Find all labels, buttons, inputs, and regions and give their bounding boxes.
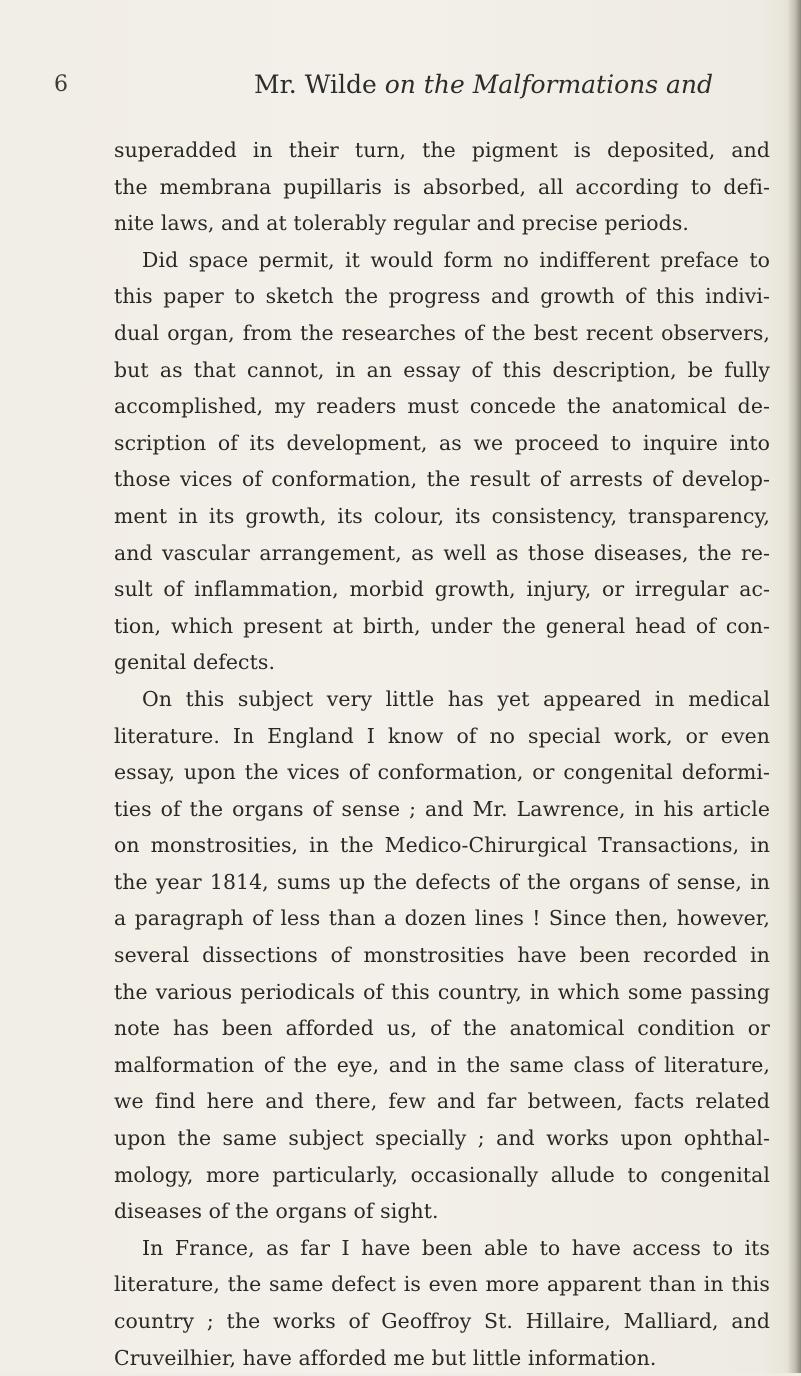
text-line: mology, more particularly, occasionally allude to congenital — [114, 1162, 770, 1187]
text-line: sult of inflammation, morbid growth, injury, or irregular ac- — [114, 577, 770, 602]
text-line: the year 1814, sums up the defects of the organs of sense, in — [114, 869, 770, 894]
running-header — [0, 70, 801, 114]
text-line: malformation of the eye, and in the same class of literature, — [114, 1052, 770, 1077]
text-line: upon the same subject specially ; and works upon ophthal- — [114, 1126, 770, 1151]
text-line: scription of its development, as we proceed to inquire into — [114, 430, 770, 455]
text-line: literature. In England I know of no special work, or even — [114, 723, 770, 748]
running-title-author: Mr. Wilde — [254, 70, 377, 99]
page-number: 6 — [54, 72, 68, 97]
text-line: and vascular arrangement, as well as those diseases, the re- — [114, 540, 770, 565]
text-line: this paper to sketch the progress and growth of this indivi- — [114, 284, 770, 309]
text-line: essay, upon the vices of conformation, or congenital deformi- — [114, 760, 770, 785]
text-line: but as that cannot, in an essay of this description, be fully — [114, 357, 770, 382]
text-line: Cruveilhier, have afforded me but little information. — [114, 1345, 657, 1370]
text-line: On this subject very little has yet appeared in medical — [142, 686, 770, 711]
text-line: superadded in their turn, the pigment is deposited, and — [114, 138, 770, 162]
running-title-italic: on the Malformations and — [384, 70, 714, 99]
text-line: the various periodicals of this country, in which some passing — [114, 979, 770, 1004]
text-line: the membrana pupillaris is absorbed, all according to defi- — [114, 174, 770, 199]
text-line: we find here and there, few and far between, facts related — [114, 1089, 770, 1114]
text-line: a paragraph of less than a dozen lines ! Since then, however, — [114, 906, 770, 931]
text-line: accomplished, my readers must concede the anatomical de- — [114, 394, 770, 419]
text-line: note has been afforded us, of the anatomical condition or — [114, 1016, 770, 1041]
text-line: literature, the same defect is even more apparent than in this — [114, 1272, 770, 1297]
text-line: ties of the organs of sense ; and Mr. Lawrence, in his article — [114, 796, 770, 821]
text-line: on monstrosities, in the Medico-Chirurgical Transactions, in — [114, 833, 770, 858]
text-line: nite laws, and at tolerably regular and precise periods. — [114, 211, 689, 236]
text-line: those vices of conformation, the result of arrests of develop- — [114, 467, 770, 492]
text-line: In France, as far I have been able to have access to its — [142, 1235, 770, 1260]
text-line: diseases of the organs of sight. — [114, 1199, 439, 1224]
text-line: tion, which present at birth, under the general head of con- — [114, 613, 770, 638]
text-line: several dissections of monstrosities have been recorded in — [114, 943, 770, 968]
page-spine-shadow — [787, 0, 801, 1373]
running-title — [254, 70, 713, 99]
body-text — [114, 132, 770, 1376]
text-line: country ; the works of Geoffroy St. Hillaire, Malliard, and — [114, 1309, 770, 1333]
text-line: genital defects. — [114, 650, 276, 675]
text-line: ment in its growth, its colour, its consistency, transparency, — [114, 503, 770, 528]
text-line: Did space permit, it would form no indifferent preface to — [142, 247, 770, 272]
text-line: dual organ, from the researches of the best recent observers, — [114, 320, 770, 345]
